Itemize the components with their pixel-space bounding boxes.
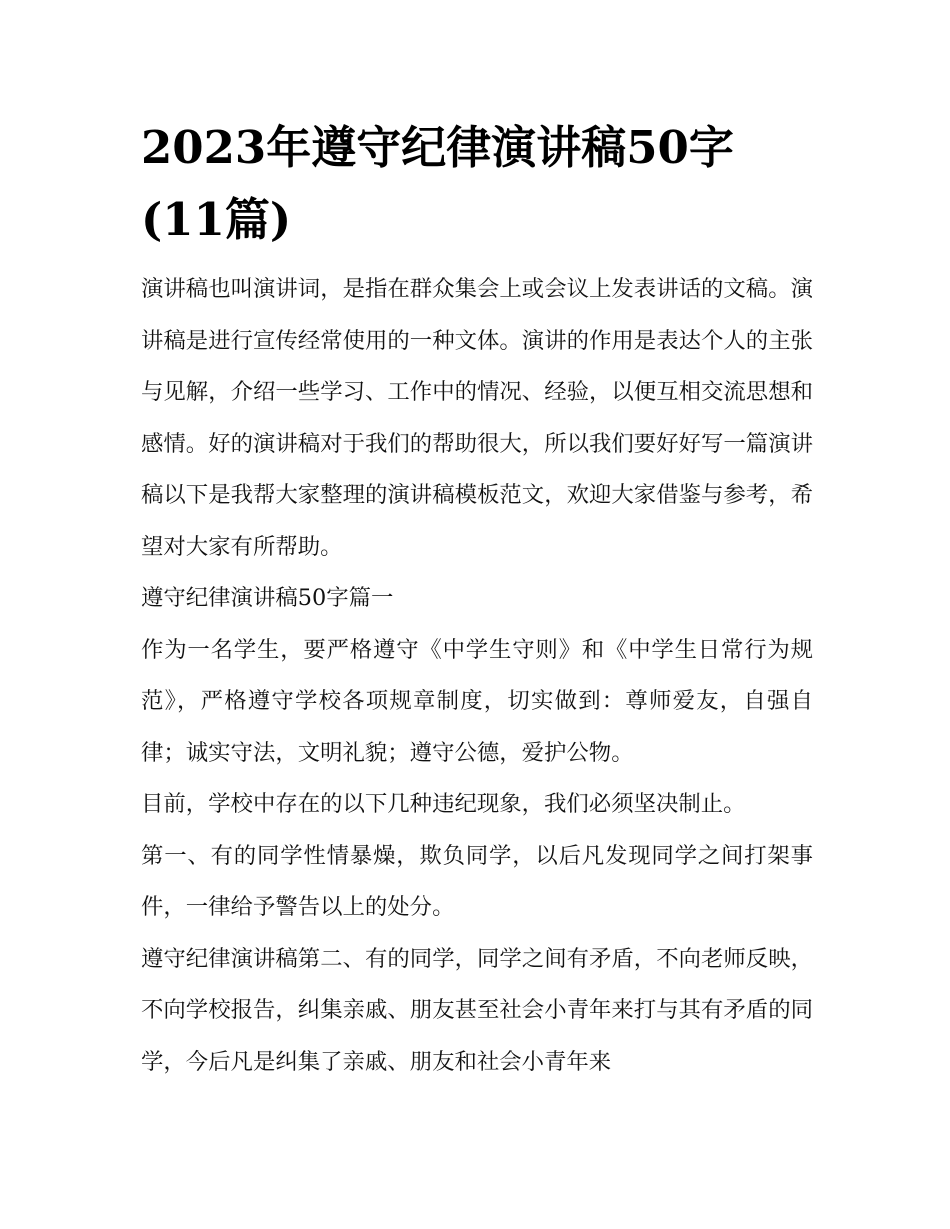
body-paragraph: 目前，学校中存在的以下几种违纪现象，我们必须坚决制止。 [141, 791, 746, 817]
intro-paragraph: 演讲稿也叫演讲词，是指在群众集会上或会议上发表讲话的文稿。演讲稿是进行宣传经常使用的一种文体。演讲的作用是表达个人的主张与见解，介绍一些学习、工作中的情况、经验，以便互相交流思想和感情。好的演讲稿对于我们的帮助很大，所以我们要好好写一篇演讲稿以下是我帮大家整理的演讲稿模板范文，欢迎大家借鉴与参考，希望对大家有所帮助。 [141, 276, 813, 560]
body-paragraph: 第一、有的同学性情暴燥，欺负同学，以后凡发现同学之间打架事件，一律给予警告以上的处分。 [141, 842, 813, 920]
body-paragraph: 作为一名学生，要严格遵守《中学生守则》和《中学生日常行为规范》，严格遵守学校各项规章制度，切实做到：尊师爱友，自强自律；诚实守法，文明礼貌；遵守公德，爱护公物。 [141, 636, 813, 766]
document-title: 2023年遵守纪律演讲稿50字(11篇) [141, 121, 734, 246]
section-heading: 遵守纪律演讲稿50字篇一 [141, 585, 394, 611]
body-paragraph: 遵守纪律演讲稿第二、有的同学，同学之间有矛盾，不向老师反映，不向学校报告，纠集亲戚、朋友甚至社会小青年来打与其有矛盾的同学，今后凡是纠集了亲戚、朋友和社会小青年来 [141, 945, 813, 1075]
document-body [141, 112, 813, 1088]
